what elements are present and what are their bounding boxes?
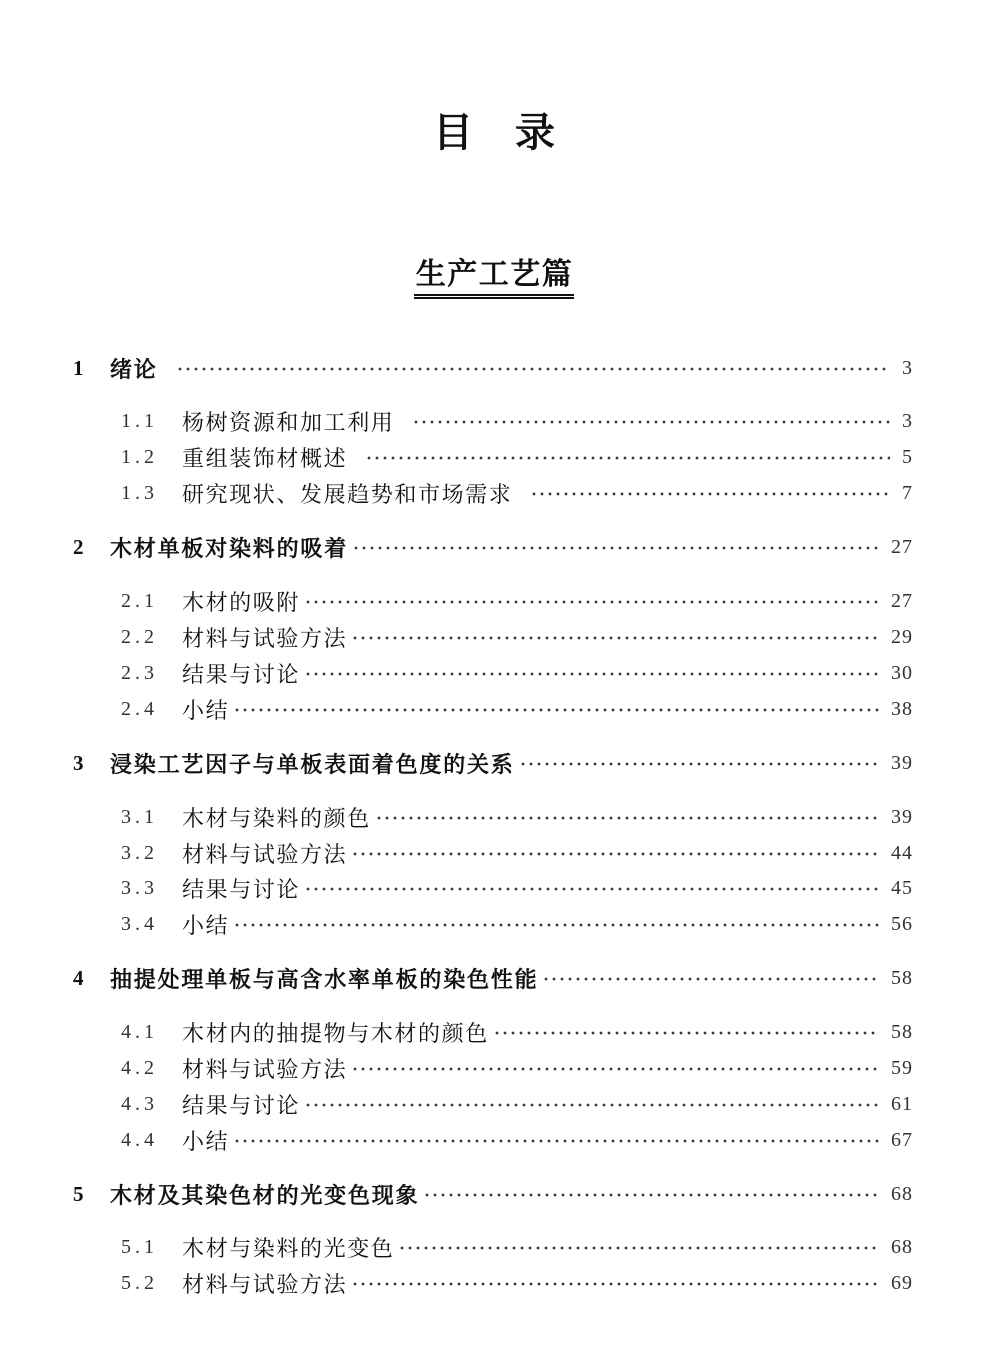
- section-title: 结果与讨论: [182, 662, 301, 688]
- chapter-title: 抽提处理单板与高含水率单板的染色性能: [110, 967, 539, 993]
- page-number: 27: [891, 535, 913, 558]
- leader-dots: [233, 694, 879, 724]
- toc-section-1-2: [73, 442, 913, 472]
- section-number: 1.3: [121, 481, 158, 504]
- section-title: 材料与试验方法: [182, 842, 348, 868]
- leader-dots: [351, 1053, 879, 1083]
- page-number: 29: [891, 625, 913, 648]
- page-number: 67: [891, 1128, 913, 1151]
- section-title: 材料与试验方法: [182, 1272, 348, 1298]
- chapter-number: 2: [73, 534, 84, 559]
- toc-section-3-4: [73, 909, 913, 939]
- chapter-title: 木材单板对染料的吸着: [110, 536, 349, 562]
- page-number: 58: [891, 1020, 913, 1043]
- page-number: 3: [902, 356, 913, 379]
- leader-dots: [530, 478, 890, 508]
- leader-dots: [398, 1232, 879, 1262]
- section-title: 重组装饰材概述: [182, 446, 348, 472]
- leader-dots: [233, 909, 879, 939]
- section-title: 木材的吸附: [182, 590, 301, 616]
- section-number: 3.1: [121, 805, 158, 828]
- section-number: 3.2: [121, 841, 158, 864]
- section-title: 材料与试验方法: [182, 626, 348, 652]
- section-title: 结果与讨论: [182, 1093, 301, 1119]
- page-number: 58: [891, 966, 913, 989]
- leader-dots: [423, 1179, 879, 1209]
- chapter-number: 5: [73, 1181, 84, 1206]
- part-title: 生产工艺篇: [414, 256, 575, 299]
- page-number: 30: [891, 661, 913, 684]
- section-title: 小结: [182, 913, 230, 939]
- page-number: 39: [891, 805, 913, 828]
- section-number: 5.1: [121, 1235, 158, 1258]
- toc-chapter-2: [73, 532, 913, 562]
- chapter-number: 1: [73, 355, 84, 380]
- page-number: 5: [902, 445, 913, 468]
- toc-section-3-1: [73, 802, 913, 832]
- section-title: 小结: [182, 1129, 230, 1155]
- section-number: 1.1: [121, 409, 158, 432]
- toc-section-4-2: [73, 1053, 913, 1083]
- toc-section-5-2: [73, 1268, 913, 1298]
- page-title: 目录: [433, 110, 597, 156]
- section-title: 材料与试验方法: [182, 1057, 348, 1083]
- toc-section-1-1: [73, 406, 913, 436]
- section-title: 木材内的抽提物与木材的颜色: [182, 1021, 489, 1047]
- section-number: 2.3: [121, 661, 158, 684]
- section-title: 小结: [182, 698, 230, 724]
- toc-section-2-3: [73, 658, 913, 688]
- page-number: 44: [891, 841, 913, 864]
- page-number: 38: [891, 697, 913, 720]
- toc-chapter-4: [73, 963, 913, 993]
- page-number: 69: [891, 1271, 913, 1294]
- leader-dots: [176, 353, 890, 383]
- leader-dots: [304, 658, 879, 688]
- section-number: 5.2: [121, 1271, 158, 1294]
- section-number: 2.2: [121, 625, 158, 648]
- section-number: 4.1: [121, 1020, 158, 1043]
- toc-section-2-1: [73, 586, 913, 616]
- page-number: 61: [891, 1092, 913, 1115]
- leader-dots: [304, 873, 879, 903]
- chapter-title: 浸染工艺因子与单板表面着色度的关系: [110, 752, 515, 778]
- leader-dots: [365, 442, 890, 472]
- section-number: 2.1: [121, 589, 158, 612]
- chapter-number: 3: [73, 750, 84, 775]
- section-title: 杨树资源和加工利用: [182, 410, 395, 436]
- leader-dots: [542, 963, 879, 993]
- toc-section-3-2: [73, 838, 913, 868]
- page-number: 45: [891, 876, 913, 899]
- section-title: 木材与染料的光变色: [182, 1236, 395, 1262]
- page-number: 68: [891, 1235, 913, 1258]
- page-number: 68: [891, 1182, 913, 1205]
- leader-dots: [493, 1017, 879, 1047]
- leader-dots: [519, 748, 879, 778]
- toc-chapter-5: [73, 1179, 913, 1209]
- toc-section-4-1: [73, 1017, 913, 1047]
- toc-section-1-3: [73, 478, 913, 508]
- toc-section-2-2: [73, 622, 913, 652]
- leader-dots: [304, 586, 879, 616]
- page-number: 7: [902, 481, 913, 504]
- page-number: 59: [891, 1056, 913, 1079]
- section-title: 结果与讨论: [182, 877, 301, 903]
- section-number: 2.4: [121, 697, 158, 720]
- section-title: 木材与染料的颜色: [182, 806, 371, 832]
- toc-chapter-1: [73, 353, 913, 383]
- page-number: 27: [891, 589, 913, 612]
- section-number: 4.3: [121, 1092, 158, 1115]
- leader-dots: [304, 1089, 879, 1119]
- toc-chapter-3: [73, 748, 913, 778]
- page-number: 39: [891, 751, 913, 774]
- section-number: 3.3: [121, 876, 158, 899]
- toc-section-2-4: [73, 694, 913, 724]
- leader-dots: [412, 406, 890, 436]
- page-number: 56: [891, 912, 913, 935]
- toc-section-4-3: [73, 1089, 913, 1119]
- toc-section-3-3: [73, 873, 913, 903]
- leader-dots: [233, 1125, 879, 1155]
- chapter-title: 木材及其染色材的光变色现象: [110, 1183, 420, 1209]
- part-heading: [0, 256, 988, 299]
- section-number: 1.2: [121, 445, 158, 468]
- leader-dots: [351, 838, 879, 868]
- section-number: 3.4: [121, 912, 158, 935]
- page-number: 3: [902, 409, 913, 432]
- section-number: 4.2: [121, 1056, 158, 1079]
- section-title: 研究现状、发展趋势和市场需求: [182, 482, 513, 508]
- toc-section-5-1: [73, 1232, 913, 1262]
- chapter-number: 4: [73, 965, 84, 990]
- leader-dots: [351, 1268, 879, 1298]
- leader-dots: [352, 532, 879, 562]
- section-number: 4.4: [121, 1128, 158, 1151]
- toc-section-4-4: [73, 1125, 913, 1155]
- leader-dots: [375, 802, 879, 832]
- leader-dots: [351, 622, 879, 652]
- chapter-title: 绪论: [110, 357, 158, 383]
